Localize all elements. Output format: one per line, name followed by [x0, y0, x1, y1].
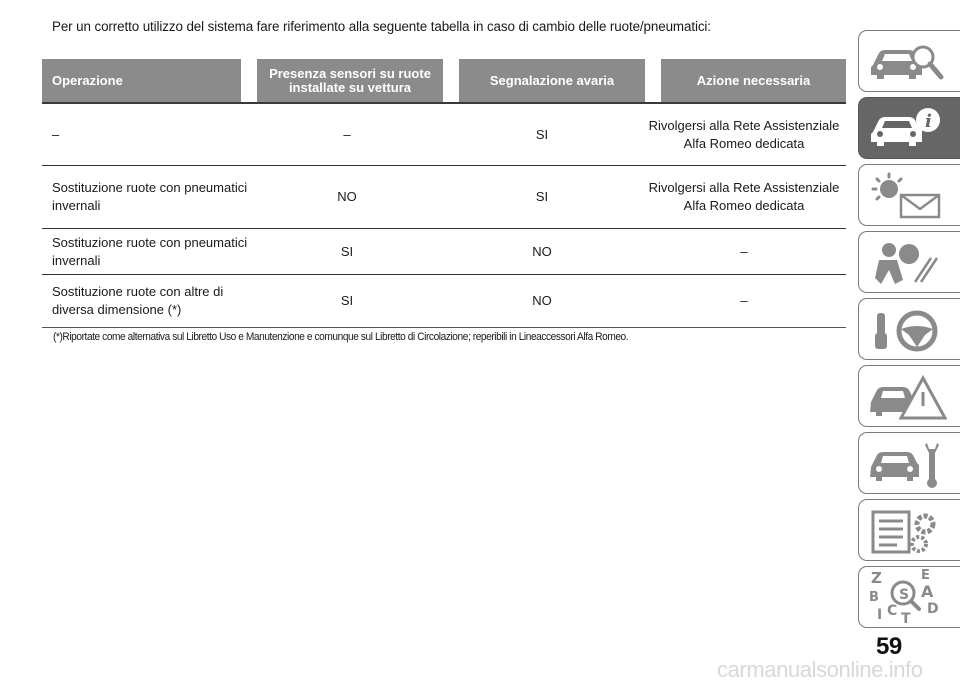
cell-azione: – [740, 293, 748, 308]
index-letter: S [899, 587, 910, 603]
airbag-safety-icon [867, 238, 947, 288]
watermark: carmanualsonline.info [717, 657, 923, 682]
index-letter: A [921, 582, 934, 601]
car-warning-triangle-icon [867, 372, 947, 422]
car-search-icon [867, 37, 947, 87]
tab-car-search[interactable] [858, 30, 960, 92]
index-letter: E [921, 569, 930, 583]
car-info-icon [867, 104, 947, 154]
cell-avaria: NO [532, 243, 552, 259]
header-segnalazione-avaria: Segnalazione avaria [459, 59, 645, 102]
specifications-gear-icon [867, 506, 947, 556]
key-steering-wheel-icon [867, 305, 947, 355]
cell-azione: Rivolgersi alla Rete Assistenziale Alfa Romeo dedicata [648, 180, 840, 213]
tab-specifications[interactable] [858, 499, 960, 561]
cell-avaria: NO [532, 293, 552, 308]
wheel-change-table [42, 59, 846, 328]
cell-avaria: SI [535, 126, 549, 142]
table-row [42, 229, 846, 275]
cell-azione: – [740, 243, 748, 259]
header-azione-necessaria: Azione necessaria [661, 59, 846, 102]
cell-operazione: Sostituzione ruote con altre di diversa dimensione (*) [52, 284, 224, 317]
index-letter: Z [871, 569, 882, 587]
cell-sensori: SI [340, 293, 354, 308]
cell-operazione: – [52, 126, 60, 142]
header-presenza-sensori: Presenza sensori su ruote installate su vettura [257, 59, 443, 102]
header-operazione: Operazione [42, 59, 241, 102]
table-row [42, 104, 846, 166]
tab-safety[interactable] [858, 231, 960, 293]
page-number: 59 [876, 633, 902, 660]
tab-maintenance[interactable] [858, 432, 960, 494]
cell-operazione: Sostituzione ruote con pneumatici invernali [52, 180, 248, 213]
table-row [42, 166, 846, 229]
index-letter: D [927, 601, 939, 617]
table-row [42, 275, 846, 328]
tab-index[interactable] [858, 566, 960, 628]
index-letter: I [877, 607, 883, 623]
tab-emergency[interactable] [858, 365, 960, 427]
warning-lights-icon [867, 171, 947, 221]
intro-text: Per un corretto utilizzo del sistema fare riferimento alla seguente tabella in caso di cambio delle ruote/pneumatici: [52, 19, 711, 34]
footnote: (*)Riportate come alternativa sul Libretto Uso e Manutenzione e comunque sul Libretto di Circolazione; reperibili in Lineaccessori Alfa Romeo. [53, 331, 629, 343]
cell-azione: Rivolgersi alla Rete Assistenziale Alfa Romeo dedicata [648, 117, 840, 151]
cell-operazione: Sostituzione ruote con pneumatici invernali [52, 234, 248, 268]
index-letter: T [901, 611, 911, 625]
cell-sensori: – [343, 126, 351, 142]
table-header [42, 59, 846, 102]
index-letter: C [887, 603, 898, 619]
tab-starting-driving[interactable] [858, 298, 960, 360]
alphabetical-index-icon [867, 569, 947, 625]
index-letter: B [869, 590, 879, 605]
cell-avaria: SI [535, 189, 549, 204]
tab-warning-lights[interactable] [858, 164, 960, 226]
cell-sensori: NO [337, 189, 357, 204]
tab-car-info[interactable] [858, 97, 960, 159]
cell-sensori: SI [340, 243, 354, 259]
svg-text:i: i [925, 111, 932, 132]
car-wrench-icon [867, 439, 947, 489]
